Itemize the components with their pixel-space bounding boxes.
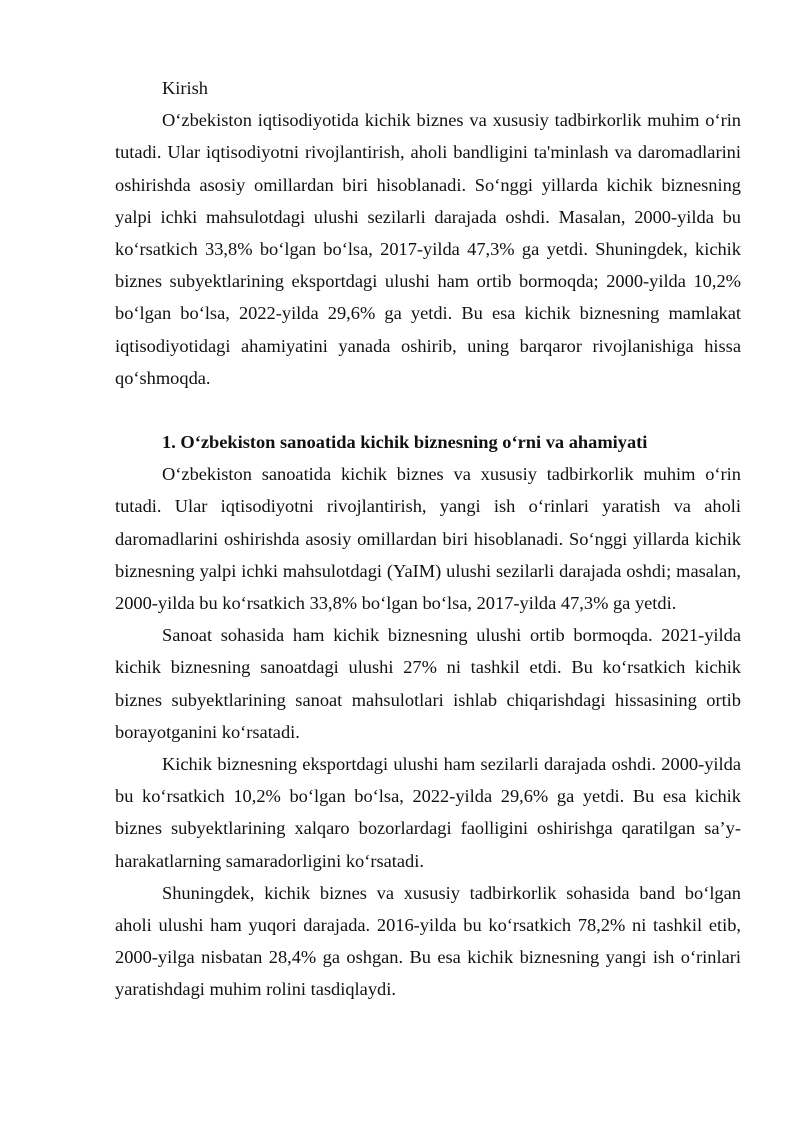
section-paragraph-3: Kichik biznesning eksportdagi ulushi ham sezilarli darajada oshdi. 2000-yilda bu ko‘rsatkich 10,2% bo‘lgan bo‘lsa, 2022-yilda 29,6% ga yetdi. Bu esa kichik biznes subyektlarining xalqaro bozorlardagi faolligini oshirishga qaratilgan sa’y-harakatlarning samaradorligini ko‘rsatadi. xyxy=(115,754,741,871)
section-paragraph-1: O‘zbekiston sanoatida kichik biznes va xususiy tadbirkorlik muhim o‘rin tutadi. Ular iqtisodiyotni rivojlantirish, yangi ish o‘rinlari yaratish va aholi daromadlarini oshirishda asosiy omillardan biri hisoblanadi. So‘nggi yillarda kichik biznesning yalpi ichki mahsulotdagi (YaIM) ulushi sezilarli darajada oshdi; masalan, 2000-yilda bu ko‘rsatkich 33,8% bo‘lgan bo‘lsa, 2017-yilda 47,3% ga yetdi. xyxy=(115,464,741,614)
section-paragraph-4: Shuningdek, kichik biznes va xususiy tadbirkorlik sohasida band bo‘lgan aholi ulushi ham yuqori darajada. 2016-yilda bu ko‘rsatkich 78,2% ni tashkil etib, 2000-yilga nisbatan 28,4% ga oshgan. Bu esa kichik biznesning yangi ish o‘rinlari yaratishdagi muhim rolini tasdiqlaydi. xyxy=(115,882,741,1000)
document-page xyxy=(115,72,741,1006)
intro-title: Kirish xyxy=(162,78,208,98)
section-paragraph-2: Sanoat sohasida ham kichik biznesning ulushi ortib bormoqda. 2021-yilda kichik biznesning sanoatdagi ulushi 27% ni tashkil etdi. Bu ko‘rsatkich kichik biznes subyektlarining sanoat mahsulotlari ishlab chiqarishdagi hissasining ortib borayotganini ko‘rsatadi. xyxy=(115,625,741,742)
intro-paragraph: O‘zbekiston iqtisodiyotida kichik biznes va xususiy tadbirkorlik muhim o‘rin tutadi. Ular iqtisodiyotni rivojlantirish, aholi bandligini ta'minlash va daromadlarini oshirishda asosiy omillardan biri hisoblanadi. So‘nggi yillarda kichik biznesning yalpi ichki mahsulotdagi ulushi sezilarli darajada oshdi. Masalan, 2000-yilda bu ko‘rsatkich 33,8% bo‘lgan bo‘lsa, 2017-yilda 47,3% ga yetdi. Shuningdek, kichik biznes subyektlarining eksportdagi ulushi ham ortib bormoqda; 2000-yilda 10,2% bo‘lgan bo‘lsa, 2022-yilda 29,6% ga yetdi. Bu esa kichik biznesning mamlakat iqtisodiyotidagi ahamiyatini yanada oshirib, uning barqaror rivojlanishiga hissa qo‘shmoqda. xyxy=(115,110,741,388)
section-spacer xyxy=(115,394,741,426)
section-heading: 1. O‘zbekiston sanoatida kichik biznesning o‘rni va ahamiyati xyxy=(162,432,648,453)
